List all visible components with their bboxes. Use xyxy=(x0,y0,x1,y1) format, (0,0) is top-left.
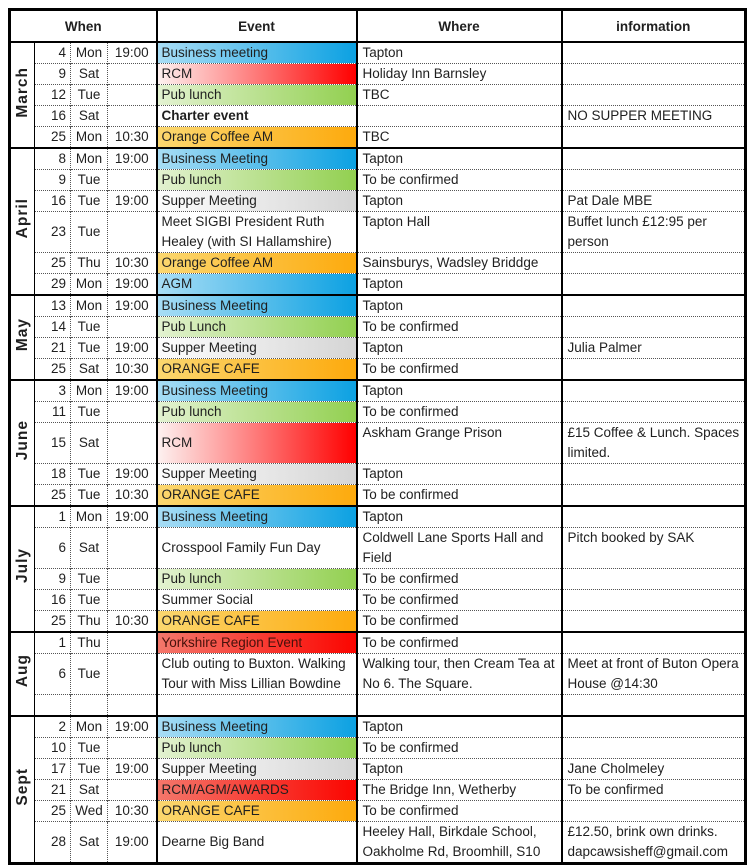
event-row xyxy=(10,85,746,106)
where-cell xyxy=(357,106,562,127)
day-cell: Mon xyxy=(71,716,108,738)
info-cell xyxy=(562,506,746,528)
time-cell: 19:00 xyxy=(108,191,157,212)
day-cell: Mon xyxy=(71,274,108,296)
event-row xyxy=(10,338,746,359)
info-cell xyxy=(562,695,746,717)
date-cell: 21 xyxy=(35,338,71,359)
event-row xyxy=(10,528,746,569)
date-cell: 15 xyxy=(35,423,71,464)
column-header-where: Where xyxy=(357,10,562,43)
day-cell: Mon xyxy=(71,148,108,170)
day-cell: Thu xyxy=(71,632,108,654)
event-cell: Business Meeting xyxy=(157,380,357,402)
info-cell xyxy=(562,127,746,149)
day-cell: Tue xyxy=(71,212,108,253)
day-cell: Thu xyxy=(71,253,108,274)
event-cell: Crosspool Family Fun Day xyxy=(157,528,357,569)
event-cell: Supper Meeting xyxy=(157,464,357,485)
month-label-text: April xyxy=(13,198,31,239)
date-cell: 6 xyxy=(35,528,71,569)
month-label-text: Sept xyxy=(13,767,31,806)
time-cell xyxy=(108,528,157,569)
event-cell: Business Meeting xyxy=(157,506,357,528)
where-cell: Coldwell Lane Sports Hall and Field xyxy=(357,528,562,569)
event-cell: Pub lunch xyxy=(157,569,357,590)
event-row xyxy=(10,212,746,253)
info-cell xyxy=(562,402,746,423)
where-cell: To be confirmed xyxy=(357,569,562,590)
info-cell: To be confirmed xyxy=(562,780,746,801)
info-cell xyxy=(562,590,746,611)
event-cell: Business Meeting xyxy=(157,716,357,738)
where-cell: TBC xyxy=(357,85,562,106)
day-cell: Tue xyxy=(71,569,108,590)
time-cell: 19:00 xyxy=(108,148,157,170)
day-cell: Tue xyxy=(71,85,108,106)
time-cell: 19:00 xyxy=(108,464,157,485)
event-cell: Dearne Big Band xyxy=(157,822,357,864)
date-cell: 16 xyxy=(35,191,71,212)
time-cell xyxy=(108,402,157,423)
where-cell: To be confirmed xyxy=(357,632,562,654)
day-cell: Tue xyxy=(71,464,108,485)
where-cell: To be confirmed xyxy=(357,738,562,759)
day-cell: Sat xyxy=(71,423,108,464)
time-cell xyxy=(108,654,157,695)
info-cell xyxy=(562,716,746,738)
date-cell: 6 xyxy=(35,654,71,695)
day-cell: Tue xyxy=(71,191,108,212)
date-cell: 3 xyxy=(35,380,71,402)
day-cell: Wed xyxy=(71,801,108,822)
info-cell xyxy=(562,485,746,507)
event-row xyxy=(10,780,746,801)
empty-row xyxy=(10,695,746,717)
where-cell xyxy=(357,695,562,717)
time-cell: 19:00 xyxy=(108,380,157,402)
month-label xyxy=(10,632,35,716)
info-cell: Julia Palmer xyxy=(562,338,746,359)
time-cell: 19:00 xyxy=(108,295,157,317)
event-row xyxy=(10,253,746,274)
date-cell: 28 xyxy=(35,822,71,864)
event-row xyxy=(10,485,746,507)
date-cell xyxy=(35,695,71,717)
day-cell: Tue xyxy=(71,654,108,695)
event-cell: Summer Social xyxy=(157,590,357,611)
date-cell: 17 xyxy=(35,759,71,780)
day-cell: Tue xyxy=(71,738,108,759)
date-cell: 25 xyxy=(35,253,71,274)
event-row xyxy=(10,274,746,296)
info-cell xyxy=(562,611,746,633)
event-row xyxy=(10,590,746,611)
time-cell: 10:30 xyxy=(108,253,157,274)
where-cell: Tapton xyxy=(357,506,562,528)
where-cell: TBC xyxy=(357,127,562,149)
where-cell: To be confirmed xyxy=(357,170,562,191)
info-cell xyxy=(562,170,746,191)
info-cell xyxy=(562,274,746,296)
day-cell: Tue xyxy=(71,485,108,507)
date-cell: 18 xyxy=(35,464,71,485)
schedule-table xyxy=(8,8,747,865)
date-cell: 16 xyxy=(35,106,71,127)
date-cell: 4 xyxy=(35,42,71,64)
where-cell: Tapton xyxy=(357,464,562,485)
where-cell: Tapton Hall xyxy=(357,212,562,253)
day-cell: Sat xyxy=(71,780,108,801)
time-cell: 19:00 xyxy=(108,716,157,738)
time-cell xyxy=(108,632,157,654)
day-cell: Tue xyxy=(71,402,108,423)
date-cell: 14 xyxy=(35,317,71,338)
time-cell xyxy=(108,317,157,338)
day-cell: Tue xyxy=(71,338,108,359)
event-cell: Charter event xyxy=(157,106,357,127)
month-label xyxy=(10,380,35,506)
event-cell: Supper Meeting xyxy=(157,191,357,212)
event-row xyxy=(10,654,746,695)
info-cell: £15 Coffee & Lunch. Spaces limited. xyxy=(562,423,746,464)
event-row xyxy=(10,380,746,402)
event-row xyxy=(10,423,746,464)
column-header-event: Event xyxy=(157,10,357,43)
day-cell: Tue xyxy=(71,759,108,780)
event-cell: Yorkshire Region Event xyxy=(157,632,357,654)
time-cell xyxy=(108,170,157,191)
date-cell: 12 xyxy=(35,85,71,106)
where-cell: Tapton xyxy=(357,191,562,212)
day-cell: Sat xyxy=(71,528,108,569)
day-cell: Mon xyxy=(71,506,108,528)
event-cell: Business Meeting xyxy=(157,295,357,317)
where-cell: Walking tour, then Cream Tea at No 6. The Square. xyxy=(357,654,562,695)
event-cell: RCM xyxy=(157,423,357,464)
info-cell xyxy=(562,632,746,654)
info-cell xyxy=(562,295,746,317)
event-row xyxy=(10,402,746,423)
where-cell: Tapton xyxy=(357,716,562,738)
events-schedule-sheet xyxy=(8,8,747,865)
time-cell: 10:30 xyxy=(108,801,157,822)
info-cell xyxy=(562,42,746,64)
month-label xyxy=(10,716,35,864)
event-cell: ORANGE CAFE xyxy=(157,359,357,381)
date-cell: 25 xyxy=(35,359,71,381)
where-cell: To be confirmed xyxy=(357,590,562,611)
time-cell: 19:00 xyxy=(108,274,157,296)
date-cell: 29 xyxy=(35,274,71,296)
event-cell: Pub lunch xyxy=(157,402,357,423)
event-cell: Pub lunch xyxy=(157,738,357,759)
day-cell: Tue xyxy=(71,590,108,611)
month-label-text: July xyxy=(13,548,31,584)
event-row xyxy=(10,464,746,485)
info-cell xyxy=(562,464,746,485)
event-row xyxy=(10,148,746,170)
day-cell: Mon xyxy=(71,295,108,317)
event-cell: Pub Lunch xyxy=(157,317,357,338)
month-label-text: Aug xyxy=(13,654,31,688)
info-cell: Pat Dale MBE xyxy=(562,191,746,212)
date-cell: 25 xyxy=(35,127,71,149)
column-header-information: information xyxy=(562,10,746,43)
event-cell: Orange Coffee AM xyxy=(157,127,357,149)
time-cell: 19:00 xyxy=(108,506,157,528)
date-cell: 9 xyxy=(35,170,71,191)
event-cell: Meet SIGBI President Ruth Healey (with SI Hallamshire) xyxy=(157,212,357,253)
time-cell xyxy=(108,780,157,801)
date-cell: 21 xyxy=(35,780,71,801)
info-cell xyxy=(562,317,746,338)
event-row xyxy=(10,317,746,338)
where-cell: Tapton xyxy=(357,42,562,64)
event-cell: Pub lunch xyxy=(157,85,357,106)
month-label-text: March xyxy=(13,66,31,118)
where-cell: To be confirmed xyxy=(357,359,562,381)
month-label xyxy=(10,295,35,380)
where-cell: Askham Grange Prison xyxy=(357,423,562,464)
date-cell: 1 xyxy=(35,506,71,528)
month-label xyxy=(10,148,35,295)
where-cell: To be confirmed xyxy=(357,485,562,507)
date-cell: 16 xyxy=(35,590,71,611)
month-label-text: June xyxy=(13,419,31,461)
event-row xyxy=(10,64,746,85)
info-cell: Buffet lunch £12:95 per person xyxy=(562,212,746,253)
info-cell xyxy=(562,359,746,381)
event-row xyxy=(10,611,746,633)
event-cell: Business meeting xyxy=(157,42,357,64)
event-row xyxy=(10,191,746,212)
date-cell: 10 xyxy=(35,738,71,759)
time-cell xyxy=(108,64,157,85)
event-cell: Business Meeting xyxy=(157,148,357,170)
time-cell: 19:00 xyxy=(108,42,157,64)
event-row xyxy=(10,359,746,381)
event-row xyxy=(10,759,746,780)
event-cell: Pub lunch xyxy=(157,170,357,191)
time-cell: 19:00 xyxy=(108,822,157,864)
time-cell: 10:30 xyxy=(108,359,157,381)
date-cell: 9 xyxy=(35,569,71,590)
time-cell: 10:30 xyxy=(108,611,157,633)
event-row xyxy=(10,106,746,127)
day-cell: Sat xyxy=(71,359,108,381)
event-row xyxy=(10,170,746,191)
time-cell xyxy=(108,590,157,611)
date-cell: 25 xyxy=(35,485,71,507)
where-cell: Holiday Inn Barnsley xyxy=(357,64,562,85)
info-cell xyxy=(562,148,746,170)
info-cell xyxy=(562,380,746,402)
day-cell: Sat xyxy=(71,106,108,127)
day-cell: Mon xyxy=(71,42,108,64)
event-cell: Supper Meeting xyxy=(157,338,357,359)
info-cell xyxy=(562,64,746,85)
info-cell: Jane Cholmeley xyxy=(562,759,746,780)
event-row xyxy=(10,569,746,590)
month-label xyxy=(10,506,35,632)
schedule-body xyxy=(10,42,746,864)
where-cell: Tapton xyxy=(357,380,562,402)
info-cell: Meet at front of Buton Opera House @14:30 xyxy=(562,654,746,695)
event-row xyxy=(10,716,746,738)
where-cell: Tapton xyxy=(357,338,562,359)
info-cell xyxy=(562,738,746,759)
date-cell: 23 xyxy=(35,212,71,253)
event-cell: Supper Meeting xyxy=(157,759,357,780)
event-row xyxy=(10,506,746,528)
event-cell: Club outing to Buxton. Walking Tour with Miss Lillian Bowdine xyxy=(157,654,357,695)
date-cell: 25 xyxy=(35,611,71,633)
event-cell: ORANGE CAFE xyxy=(157,611,357,633)
month-label-text: May xyxy=(13,317,31,352)
event-cell: RCM xyxy=(157,64,357,85)
info-cell: Pitch booked by SAK xyxy=(562,528,746,569)
time-cell xyxy=(108,85,157,106)
time-cell: 10:30 xyxy=(108,485,157,507)
info-cell: £12.50, brink own drinks. dapcawsisheff@gmail.com xyxy=(562,822,746,864)
where-cell: The Bridge Inn, Wetherby xyxy=(357,780,562,801)
date-cell: 2 xyxy=(35,716,71,738)
where-cell: To be confirmed xyxy=(357,402,562,423)
info-cell: NO SUPPER MEETING xyxy=(562,106,746,127)
time-cell xyxy=(108,106,157,127)
header-row xyxy=(10,10,746,43)
info-cell xyxy=(562,85,746,106)
date-cell: 13 xyxy=(35,295,71,317)
info-cell xyxy=(562,801,746,822)
day-cell xyxy=(71,695,108,717)
day-cell: Mon xyxy=(71,380,108,402)
time-cell xyxy=(108,738,157,759)
where-cell: Heeley Hall, Birkdale School, Oakholme Rd, Broomhill, S10 xyxy=(357,822,562,864)
time-cell xyxy=(108,423,157,464)
date-cell: 11 xyxy=(35,402,71,423)
event-row xyxy=(10,295,746,317)
time-cell xyxy=(108,569,157,590)
event-cell: AGM xyxy=(157,274,357,296)
where-cell: Tapton xyxy=(357,274,562,296)
time-cell: 10:30 xyxy=(108,127,157,149)
where-cell: Sainsburys, Wadsley Briddge xyxy=(357,253,562,274)
day-cell: Sat xyxy=(71,64,108,85)
event-cell xyxy=(157,695,357,717)
time-cell xyxy=(108,212,157,253)
day-cell: Tue xyxy=(71,317,108,338)
day-cell: Tue xyxy=(71,170,108,191)
where-cell: To be confirmed xyxy=(357,317,562,338)
event-row xyxy=(10,42,746,64)
event-cell: ORANGE CAFE xyxy=(157,801,357,822)
where-cell: Tapton xyxy=(357,148,562,170)
day-cell: Mon xyxy=(71,127,108,149)
where-cell: To be confirmed xyxy=(357,611,562,633)
month-label xyxy=(10,42,35,148)
info-cell xyxy=(562,253,746,274)
time-cell xyxy=(108,695,157,717)
event-cell: ORANGE CAFE xyxy=(157,485,357,507)
day-cell: Sat xyxy=(71,822,108,864)
where-cell: Tapton xyxy=(357,295,562,317)
time-cell: 19:00 xyxy=(108,759,157,780)
date-cell: 9 xyxy=(35,64,71,85)
date-cell: 1 xyxy=(35,632,71,654)
event-row xyxy=(10,822,746,864)
where-cell: Tapton xyxy=(357,759,562,780)
info-cell xyxy=(562,569,746,590)
time-cell: 19:00 xyxy=(108,338,157,359)
event-row xyxy=(10,801,746,822)
date-cell: 8 xyxy=(35,148,71,170)
column-header-when: When xyxy=(10,10,157,43)
date-cell: 25 xyxy=(35,801,71,822)
where-cell: To be confirmed xyxy=(357,801,562,822)
event-cell: Orange Coffee AM xyxy=(157,253,357,274)
day-cell: Thu xyxy=(71,611,108,633)
event-row xyxy=(10,738,746,759)
event-row xyxy=(10,127,746,149)
event-row xyxy=(10,632,746,654)
event-cell: RCM/AGM/AWARDS xyxy=(157,780,357,801)
